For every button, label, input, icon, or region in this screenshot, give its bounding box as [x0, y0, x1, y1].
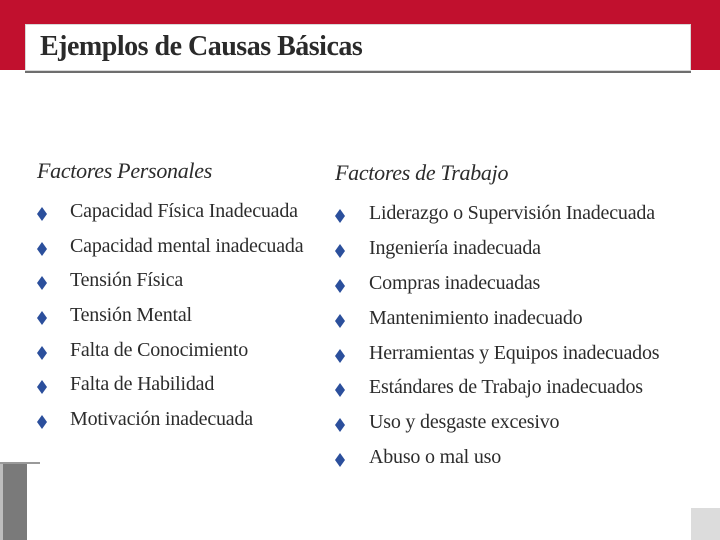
column-heading: Factores Personales	[37, 158, 212, 183]
diamond-bullet-icon	[335, 279, 345, 293]
diamond-bullet-icon	[37, 311, 47, 325]
list-item	[335, 202, 675, 237]
list-item	[37, 304, 327, 339]
list-item	[37, 373, 327, 408]
diamond-bullet-icon	[37, 346, 47, 360]
list-item	[37, 200, 327, 235]
corner-decoration-right	[691, 508, 720, 540]
list-item	[335, 411, 675, 446]
diamond-bullet-icon	[335, 418, 345, 432]
title-panel	[25, 24, 691, 71]
slide-title: Ejemplos de Causas Básicas	[40, 31, 363, 62]
list-item-label: Falta de Habilidad	[70, 373, 215, 396]
bullet-list	[37, 200, 327, 443]
list-item	[335, 446, 675, 481]
list-item	[335, 342, 675, 377]
diamond-bullet-icon	[335, 453, 345, 467]
list-item-label: Uso y desgaste excesivo	[369, 411, 560, 434]
list-item	[335, 376, 675, 411]
list-item-label: Motivación inadecuada	[70, 408, 253, 431]
list-item-label: Tensión Física	[70, 269, 184, 292]
diamond-bullet-icon	[37, 415, 47, 429]
column-heading: Factores de Trabajo	[335, 160, 509, 185]
diamond-bullet-icon	[335, 314, 345, 328]
diamond-bullet-icon	[37, 276, 47, 290]
list-item	[37, 339, 327, 374]
bullet-list	[335, 202, 675, 481]
list-item-label: Ingeniería inadecuada	[369, 236, 541, 259]
list-item-label: Abuso o mal uso	[369, 446, 502, 469]
list-item	[335, 307, 675, 342]
list-item-label: Compras inadecuadas	[369, 271, 541, 294]
personal-factors-column	[37, 158, 327, 443]
work-factors-column	[335, 160, 675, 481]
diamond-bullet-icon	[37, 242, 47, 256]
diamond-bullet-icon	[37, 207, 47, 221]
diamond-bullet-icon	[37, 380, 47, 394]
diamond-bullet-icon	[335, 349, 345, 363]
list-item-label: Falta de Conocimiento	[70, 338, 248, 361]
list-item	[335, 237, 675, 272]
list-item-label: Tensión Mental	[70, 304, 192, 327]
list-item	[37, 408, 327, 443]
list-item-label: Herramientas y Equipos inadecuados	[369, 341, 660, 364]
diamond-bullet-icon	[335, 244, 345, 258]
list-item	[335, 272, 675, 307]
list-item-label: Capacidad Física Inadecuada	[70, 200, 298, 222]
list-item	[37, 235, 327, 270]
diamond-bullet-icon	[335, 209, 345, 223]
list-item-label: Liderazgo o Supervisión Inadecuada	[369, 202, 655, 224]
diamond-bullet-icon	[335, 383, 345, 397]
list-item	[37, 269, 327, 304]
list-item-label: Mantenimiento inadecuado	[369, 306, 583, 329]
corner-decoration	[0, 464, 27, 540]
list-item-label: Estándares de Trabajo inadecuados	[369, 376, 643, 399]
list-item-label: Capacidad mental inadecuada	[70, 234, 304, 257]
